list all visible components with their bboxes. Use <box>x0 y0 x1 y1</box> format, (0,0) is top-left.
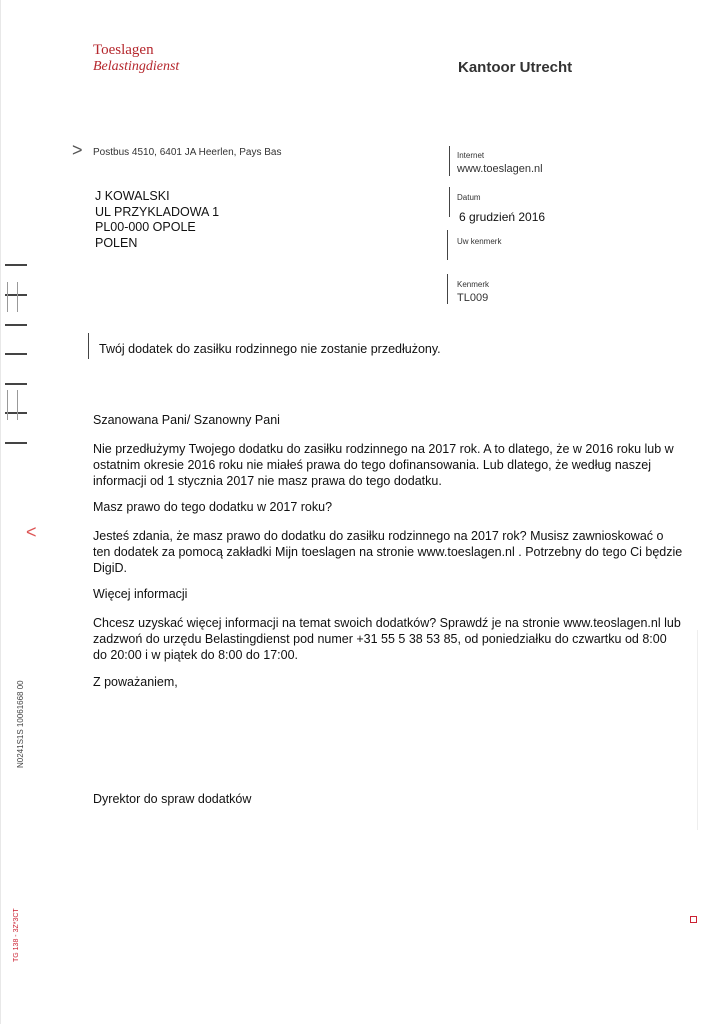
meta-divider-internet <box>449 146 450 176</box>
kenmerk-label: Kenmerk <box>457 280 490 289</box>
heading-1: Masz prawo do tego dodatku w 2017 roku? <box>93 500 333 514</box>
office-name: Kantoor Utrecht <box>458 59 573 76</box>
page-edge-right <box>697 630 698 830</box>
fold-mark <box>5 442 27 444</box>
salutation: Szanowana Pani/ Szanowny Pani <box>93 413 280 427</box>
paragraph-1: Nie przedłużymy Twojego dodatku do zasiłku rodzinnego na 2017 rok. A to dlatego, że w 2016 roku lub w ostatnim okresie 2016 roku nie miałeś prawa do tego dofinansowania. Lub dlatego, że według naszej informacji od 1 stycznia 2017 nie masz prawa do tego dodatku. <box>93 442 674 488</box>
meta-divider-uw-kenmerk <box>447 230 448 260</box>
logo-line-1: Toeslagen <box>93 42 154 58</box>
subject-line: Twój dodatek do zasiłku rodzinnego nie zostanie przedłużony. <box>99 342 441 356</box>
datum-label: Datum <box>457 193 481 202</box>
datum-value: 6 grudzień 2016 <box>459 210 546 224</box>
margin-tick <box>7 390 8 420</box>
recipient-line-4: POLEN <box>95 235 138 250</box>
red-marker-icon <box>690 916 697 923</box>
internet-label: Internet <box>457 151 485 160</box>
fold-mark <box>5 264 27 266</box>
subject-divider <box>88 333 89 359</box>
internet-value: www.toeslagen.nl <box>457 163 543 175</box>
margin-tick <box>17 282 18 312</box>
fold-mark <box>5 412 27 414</box>
heading-2: Więcej informacji <box>93 587 188 601</box>
paragraph-2: Jesteś zdania, że masz prawo do dodatku do zasiłku rodzinnego na 2017 rok? Musisz zawnioskować o ten dodatek za pomocą zakładki Mijn toeslagen na stronie www.toeslagen.nl . Potrzebny do tego Ci będzie DigiD. <box>93 529 683 575</box>
recipient-line-1: J KOWALSKI <box>95 189 170 203</box>
page-edge-left <box>0 0 1 1024</box>
chevron-left-icon: < <box>26 522 37 542</box>
return-address: Postbus 4510, 6401 JA Heerlen, Pays Bas <box>93 147 282 158</box>
return-arrow-icon: > <box>72 140 83 160</box>
recipient-line-3: PL00-000 OPOLE <box>95 220 196 234</box>
margin-tick <box>7 282 8 312</box>
uw-kenmerk-label: Uw kenmerk <box>457 237 502 246</box>
signature-title: Dyrektor do spraw dodatków <box>93 792 252 806</box>
fold-mark <box>5 383 27 385</box>
fold-mark <box>5 294 27 296</box>
margin-tick <box>17 390 18 420</box>
fold-mark <box>5 353 27 355</box>
closing: Z poważaniem, <box>93 675 178 689</box>
kenmerk-value: TL009 <box>457 292 489 304</box>
logo-line-2: Belastingdienst <box>93 59 180 74</box>
meta-divider-kenmerk <box>447 274 448 304</box>
fold-mark <box>5 324 27 326</box>
form-code: TG 138 - 3Z*3CT <box>13 908 20 962</box>
meta-divider-datum <box>449 187 450 217</box>
recipient-address <box>95 189 219 251</box>
document-code: N0241S1S 10061668 00 <box>16 680 25 768</box>
paragraph-3: Chcesz uzyskać więcej informacji na temat swoich dodatków? Sprawdź je na stronie www.teoslagen.nl lub zadzwoń do urzędu Belastingdienst pod numer +31 55 5 38 53 85, od poniedziałku do czwartku od 8:00 do 20:00 i w piątek do 8:00 do 17:00. <box>93 616 681 662</box>
recipient-line-2: UL PRZYKLADOWA 1 <box>95 204 220 219</box>
